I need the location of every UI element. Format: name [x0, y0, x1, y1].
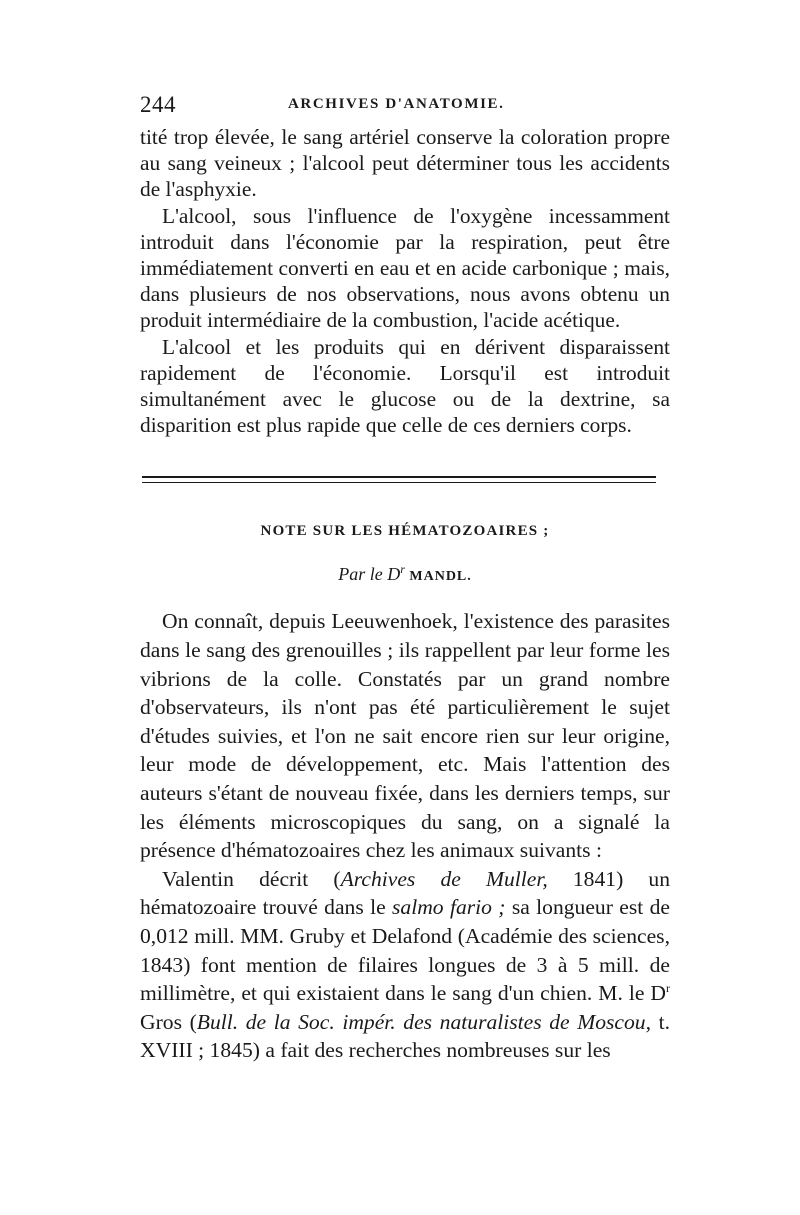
- paragraph-elimination: L'alcool et les produits qui en dérivent disparaissent rapidement de l'économie. Lorsqu'il est introduit simultanément avec le glucose ou de la dextrine, sa disparition est plus rapide que celle de ces derniers corps.: [140, 334, 670, 438]
- byline-sup: r: [400, 562, 405, 577]
- species-name: salmo fario ;: [392, 895, 506, 920]
- article-title: NOTE SUR LES HÉMATOZOAIRES ;: [260, 523, 550, 540]
- book-page: [140, 92, 670, 1065]
- byline-author: MANDL.: [409, 569, 472, 585]
- text-run: sa longueur est de 0,012 mill. MM. Gruby et Delafond (Académie des sciences, 1843) font mention de filaires longues de 3 à 5 mill. de millimètre, et qui existaient dans le sang d'un chien. M. le D: [140, 895, 670, 1006]
- citation-bulletin: Bull. de la Soc. impér. des naturalistes de Moscou,: [196, 1009, 652, 1034]
- citation-archives: Archives de Muller,: [340, 866, 548, 891]
- paragraph-continued: tité trop élevée, le sang artériel conserve la coloration propre au sang veineux ; l'alcool peut déterminer tous les accidents de l'asphyxie.: [140, 125, 670, 202]
- section-divider: [142, 476, 656, 483]
- divider-thick-rule: [142, 476, 656, 478]
- paragraph-oxygen: L'alcool, sous l'influence de l'oxygène incessamment introduit dans l'économie par la respiration, peut être immédiatement converti en eau et en acide carbonique ; mais, dans plusieurs de nos observations, nous avons obtenu un produit intermédiaire de la combustion, l'acide acétique.: [140, 203, 670, 333]
- byline: [140, 564, 670, 585]
- paragraph-intro: On connaît, depuis Leeuwenhoek, l'existence des parasites dans le sang des grenouilles ; ils rappellent par leur forme les vibrions de la colle. Constatés par un grand nombre d'observateurs, ils n'ont pas été particulièrement le sujet d'études suivies, et l'on ne sait encore rien sur leur origine, leur mode de développement, etc. Mais l'attention des auteurs s'étant de nouveau fixée, dans les derniers temps, sur les éléments microscopiques du sang, on a signalé la présence d'hématozoaires chez les animaux suivants :: [140, 609, 670, 863]
- section-hematozoaires: [140, 607, 670, 1065]
- text-run: Valentin décrit (: [162, 866, 341, 891]
- running-head: [140, 92, 670, 120]
- superscript: r: [666, 980, 670, 995]
- text-run: 1841) un hématozoaire trouvé dans le: [140, 866, 670, 920]
- text-run: Gros (: [140, 1009, 197, 1034]
- byline-prefix: Par le D: [338, 564, 401, 585]
- journal-title: ARCHIVES D'ANATOMIE.: [288, 96, 505, 112]
- section-alcool: [140, 124, 670, 438]
- paragraph-valentin: [140, 865, 670, 1065]
- divider-thin-rule: [142, 482, 656, 483]
- text-run: t. XVIII ; 1845) a fait des recherches nombreuses sur les: [140, 1009, 671, 1063]
- page-number: 244: [140, 92, 176, 117]
